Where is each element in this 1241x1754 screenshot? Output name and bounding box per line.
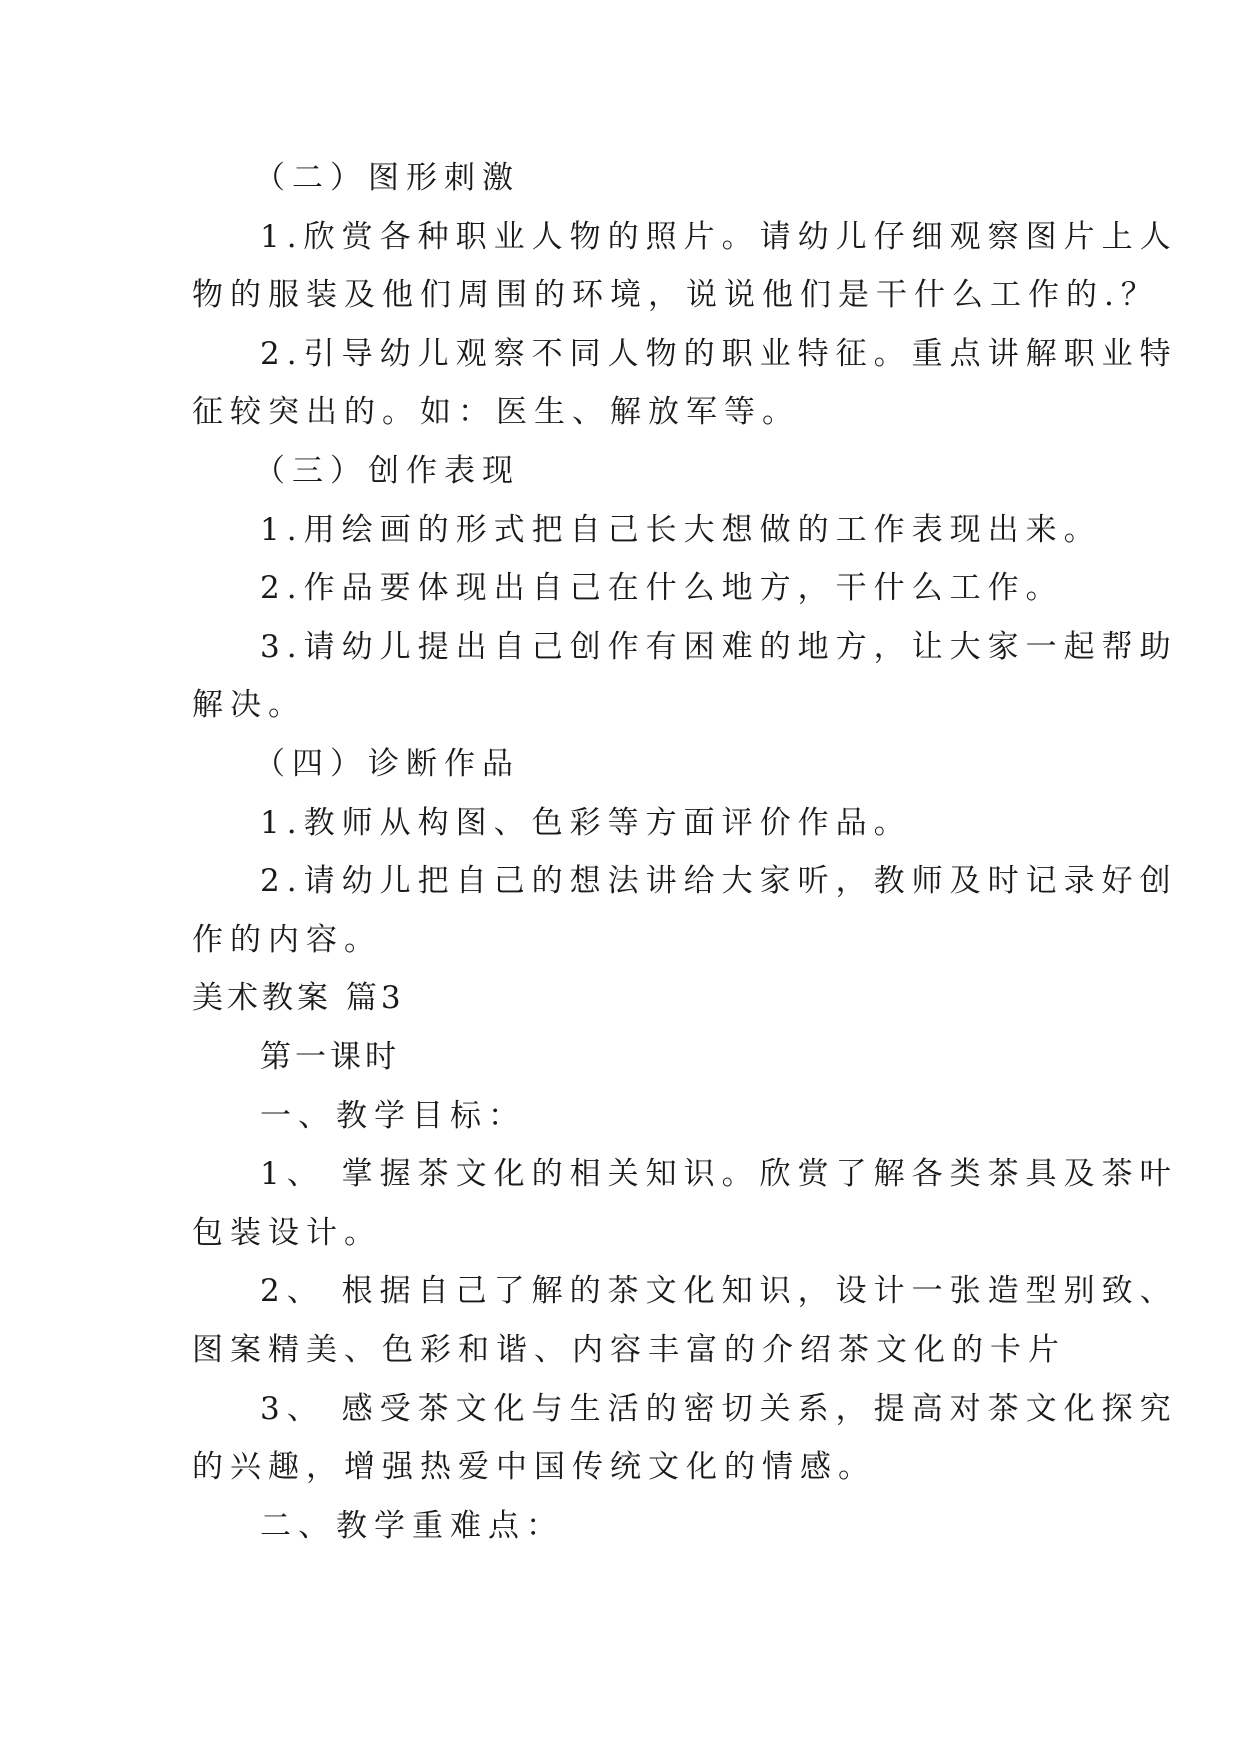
paragraph-line: 1.欣赏各种职业人物的照片。请幼儿仔细观察图片上人 [260,218,1178,255]
section-heading: （四）诊断作品 [254,746,520,782]
paragraph-line: 的兴趣，增强热爱中国传统文化的情感。 [192,1449,876,1486]
paragraph-line: 1、 掌握茶文化的相关知识。欣赏了解各类茶具及茶叶 [260,1156,1178,1193]
section-heading: 二、教学重难点： [260,1507,564,1544]
paragraph-line: 2、 根据自己了解的茶文化知识，设计一张造型别致、 [260,1273,1178,1310]
paragraph-line: 2.引导幼儿观察不同人物的职业特征。重点讲解职业特 [260,335,1178,372]
paragraph-line: 3.请幼儿提出自己创作有困难的地方，让大家一起帮助 [260,628,1178,665]
paragraph-line: 2.作品要体现出自己在什么地方，干什么工作。 [260,570,1064,607]
paragraph-line: 解决。 [192,687,306,724]
section-heading: 第一课时 [260,1039,400,1075]
paragraph-line: 1.用绘画的形式把自己长大想做的工作表现出来。 [260,511,1102,548]
paragraph-line: 2.请幼儿把自己的想法讲给大家听，教师及时记录好创 [260,863,1178,900]
paragraph-line: 作的内容。 [192,921,382,958]
paragraph-line: 1.教师从构图、色彩等方面评价作品。 [260,804,912,841]
paragraph-line: 3、 感受茶文化与生活的密切关系，提高对茶文化探究 [260,1390,1178,1427]
paragraph-line: 物的服装及他们周围的环境，说说他们是干什么工作的.？ [192,277,1159,314]
paragraph-line: 包装设计。 [192,1214,382,1251]
paragraph-line: 图案精美、色彩和谐、内容丰富的介绍茶文化的卡片 [192,1332,1066,1368]
section-heading: （三）创作表现 [254,453,520,489]
document-heading: 美术教案 篇3 [192,980,405,1017]
paragraph-line: 征较突出的。如：医生、解放军等。 [192,394,800,431]
section-heading: （二）图形刺激 [254,160,520,196]
section-heading: 一、教学目标： [260,1097,526,1134]
